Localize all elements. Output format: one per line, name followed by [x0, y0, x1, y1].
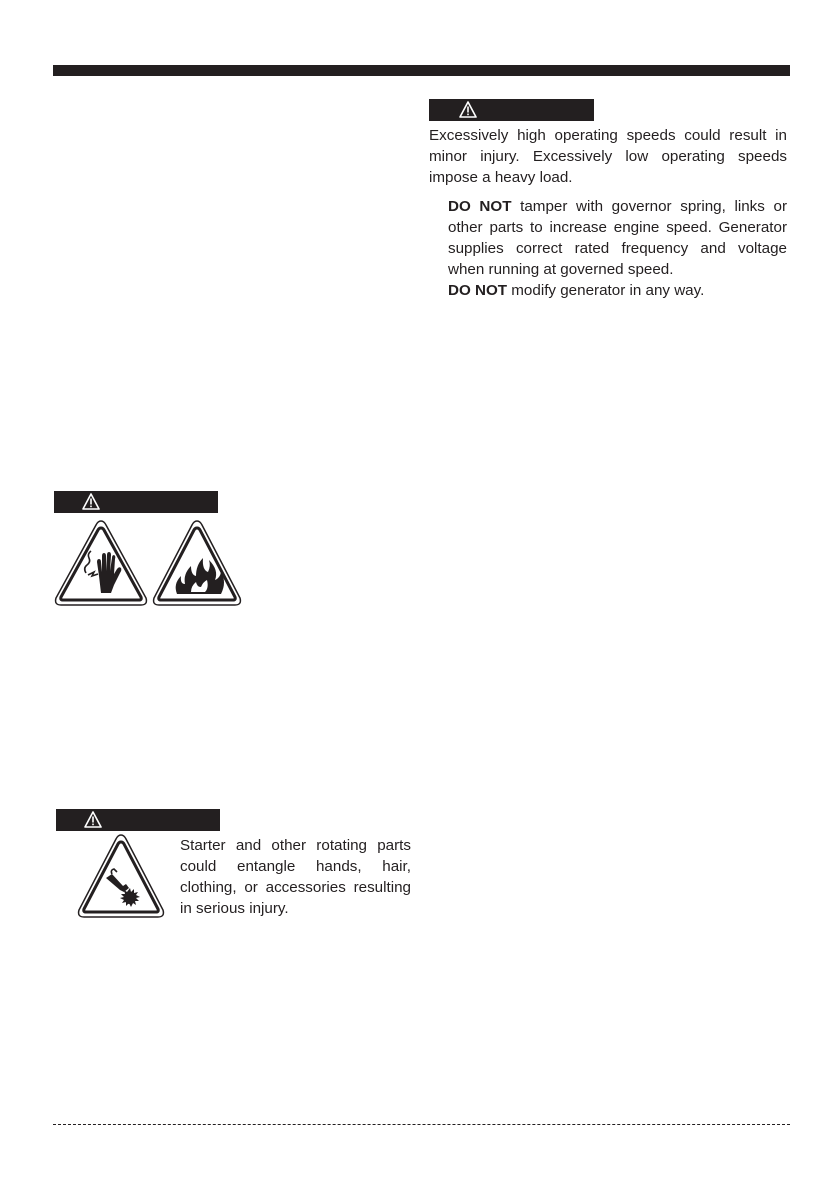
- entanglement-hazard-icon: [76, 832, 166, 920]
- warning-speed-instructions: [448, 196, 787, 301]
- instruction-1: [448, 196, 787, 280]
- instruction-2-emphasis: DO NOT: [448, 282, 508, 299]
- warning-speed-body: [429, 125, 787, 188]
- warning-banner-speed: [429, 99, 594, 121]
- warning-triangle-icon: [459, 101, 477, 118]
- fire-hazard-icon: [151, 518, 243, 608]
- warning-rotating-text: Starter and other rotating parts could entangle hands, hair, clothing, or accessories resulting in serious injury.: [180, 837, 411, 917]
- warning-rotating-body: [180, 835, 411, 919]
- instruction-2: [448, 280, 787, 301]
- warning-banner-rotating: [56, 809, 220, 831]
- header-rule: [53, 65, 790, 76]
- electric-shock-icon: [53, 518, 149, 608]
- instruction-1-emphasis: DO NOT: [448, 198, 512, 215]
- instruction-1-text: tamper with governor spring, links or other parts to increase engine speed. Generator supplies correct rated frequency and voltage when running at governed speed.: [448, 198, 787, 278]
- warning-triangle-icon: [82, 493, 100, 510]
- warning-banner-electric: [54, 491, 218, 513]
- footer-rule: [53, 1124, 790, 1125]
- warning-speed-text: Excessively high operating speeds could result in minor injury. Excessively low operating speeds impose a heavy load.: [429, 127, 787, 186]
- warning-triangle-icon: [84, 811, 102, 828]
- instruction-2-text: modify generator in any way.: [507, 282, 705, 299]
